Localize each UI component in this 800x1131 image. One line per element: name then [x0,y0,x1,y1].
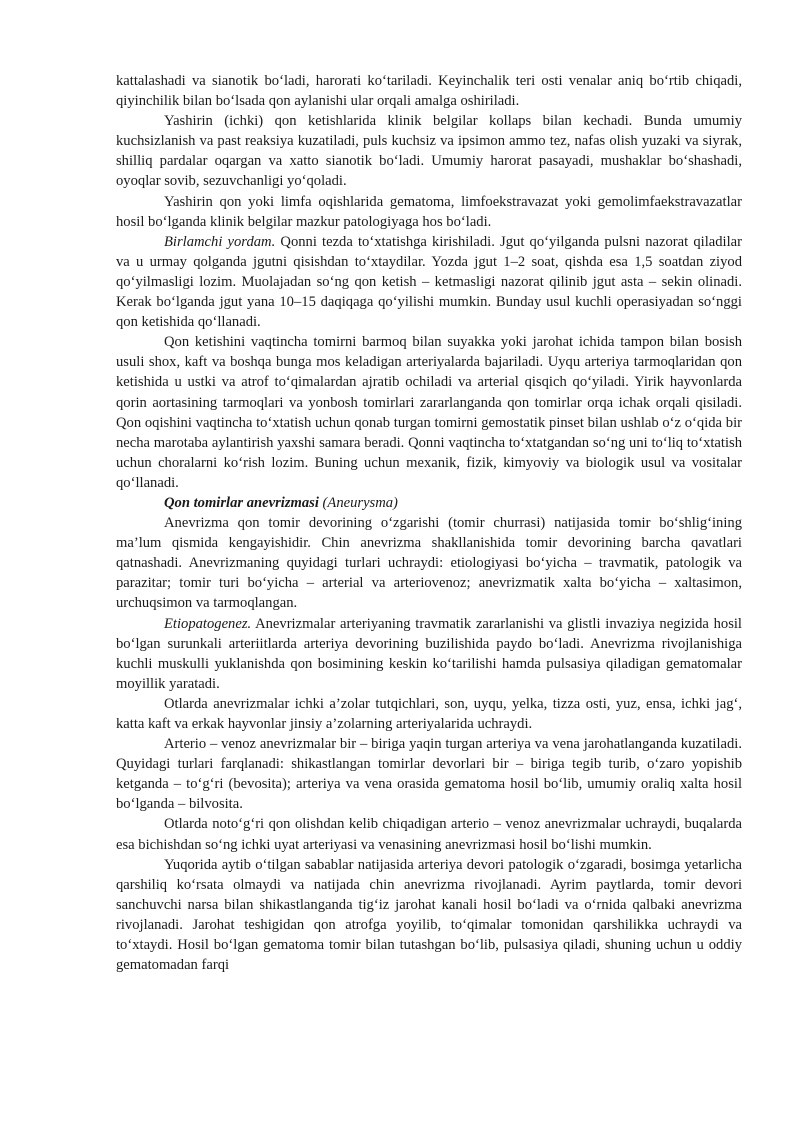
paragraph-temporary-stop: Qon ketishini vaqtincha tomirni barmoq bilan suyakka yoki jarohat ichida tampon bilan bosish usuli shox, kaft va boshqa bunga mos keladigan arteriyalarda bajariladi. Uyqu arteriya tarmoqlaridan qon ketishida u ustki va atrof to‘qimalardan ajratib ochiladi va arterial qisqich qo‘yiladi. Yirik hayvonlarda qorin aortasining tarmoqlari va yonbosh tomirlari zararlanganda qon tomirlar orqa ichak orqali qisiladi. Qon oqishini vaqtincha to‘xtatish uchun qonab turgan tomirni gemostatik pinset bilan ushlab o‘z o‘qida bir necha marotaba aylantirish yaxshi samara beradi. Qonni vaqtincha to‘xtatgandan so‘ng uni to‘liq to‘xtatish uchun choralarni ko‘rish lozim. Buning uchun mexanik, fizik, kimyoviy va biologik usul va vositalar qo‘llanadi. [116,334,742,491]
heading-main: Qon tomirlar anevrizmasi [164,494,319,511]
paragraph-horses-bulls: Otlarda noto‘g‘ri qon olishdan kelib chiqadigan arterio – venoz anevrizmalar uchraydi, buqalarda esa bichishdan so‘ng ichki uyat arteriyasi va venasining anevrizmasi hosil bo‘lishi mumkin. [116,816,742,853]
paragraph-hidden-bleeding: Yashirin (ichki) qon ketishlarida klinik belgilar kollaps bilan kechadi. Bunda umumiy kuchsizlanish va past reaksiya kuzatiladi, puls kuchsiz va ipsimon ammo tez, nafas olish yuzaki va siyrak, shilliq pardalar oqargan va xatto sianotik bo‘ladi. Umumiy harorat pasayadi, mushaklar bo‘shashadi, oyoqlar sovib, sezuvchanligi yo‘qoladi. [116,113,742,190]
paragraph-continuation: kattalashadi va sianotik bo‘ladi, harorati ko‘tariladi. Keyinchalik teri osti venalar aniq bo‘rtib chiqadi, qiyinchilik bilan bo‘lsada qon aylanishi ular orqali amalga oshiriladi. [116,73,742,110]
paragraph-aneurysm-definition: Anevrizma qon tomir devorining o‘zgarishi (tomir churrasi) natijasida tomir bo‘shlig‘ining ma’lum qismida kengayishidir. Chin anevrizma shakllanishida tomir devorining barcha qavatlari qatnashadi. Anevrizmaning quyidagi turlari uchraydi: etiologiyasi bo‘yicha – travmatik, patologik va parazitar; tomir turi bo‘yicha – arterial va arteriovenoz; anevrizmatik xalta bo‘yicha – xaltasimon, urchuqsimon va tarmoqlangan. [116,515,742,612]
paragraph-causes: Yuqorida aytib o‘tilgan sabablar natijasida arteriya devori patologik o‘zgaradi, bosimga yetarlicha qarshiliq ko‘rsata olmaydi va natijada chin anevrizma rivojlanadi. Ayrim paytlarda, tomir devori sanchuvchi narsa bilan shikastlanganda tig‘iz jarohat kanali hosil bo‘ladi va o‘rnida qalbaki anevrizma rivojlanadi. Jarohat teshigidan qon atrofga yoyilib, to‘qimalar tomonidan qarshilikka uchraydi va to‘xtaydi. Hosil bo‘lgan gematoma tomir bilan tutashgan bo‘lib, pulsasiya qiladi, shuning uchun u oddiy gematomadan farqi [116,856,742,974]
document-page [116,71,742,975]
section-heading [116,493,742,513]
etiopathogenesis-lead: Etiopatogenez. [164,615,252,632]
paragraph-horses: Otlarda anevrizmalar ichki a’zolar tutqichlari, son, uyqu, yelka, tizza osti, yuz, ensa, ichki jag‘, katta kaft va erkak hayvonlar jinsiy a’zolarning arteriyalarida uchraydi. [116,695,742,732]
paragraph-first-aid [116,232,742,332]
paragraph-arteriovenous: Arterio – venoz anevrizmalar bir – biriga yaqin turgan arteriya va vena jarohatlanganda kuzatiladi. Quyidagi turlari farqlanadi: shikastlangan tomirlar devorlari bir – biriga tegib turib, o‘zaro yopishib ketganda – to‘g‘ri (bevosita); arteriya va vena orasida gematoma hosil bo‘lib, umumiy oraliq xalta hosil bo‘lganda – bilvosita. [116,736,742,813]
first-aid-text: Qonni tezda to‘xtatishga kirishiladi. Jgut qo‘yilganda pulsni nazorat qiladilar va u urmay qolganda jgutni qisishdan to‘xtaydilar. Yozda jgut 1–2 soat, qishda esa 1,5 soatdan ziyod qo‘yilmasligi lozim. Muolajadan so‘ng qon ketish – ketmasligi nazorat qilinib jgut asta – sekin olinadi. Kerak bo‘lganda jgut yana 10–15 daqiqaga qo‘yilishi mumkin. Bunday usul kuchli operasiyadan so‘nggi qon ketishida qo‘llanadi. [116,233,742,331]
first-aid-lead: Birlamchi yordam. [164,233,276,250]
etiopathogenesis-text: Anevrizmalar arteriyaning travmatik zararlanishi va glistli invaziya negizida hosil bo‘lgan surunkali arteriitlarda arteriya devorining buzilishida paydo bo‘ladi. Anevrizma rivojlanishiga kuchli muskulli yuklanishda qon bosimining keskin ko‘tarilishi hamda pulsasiya qiladigan gematomalar moyillik yaratadi. [116,615,742,692]
paragraph-etiopathogenesis [116,614,742,694]
heading-latin: (Aneurysma) [318,494,398,511]
paragraph-hidden-lymph: Yashirin qon yoki limfa oqishlarida gematoma, limfoekstravazat yoki gemolimfaekstravazatlar hosil bo‘lganda klinik belgilar mazkur patologiyaga hos bo‘ladi. [116,193,742,230]
